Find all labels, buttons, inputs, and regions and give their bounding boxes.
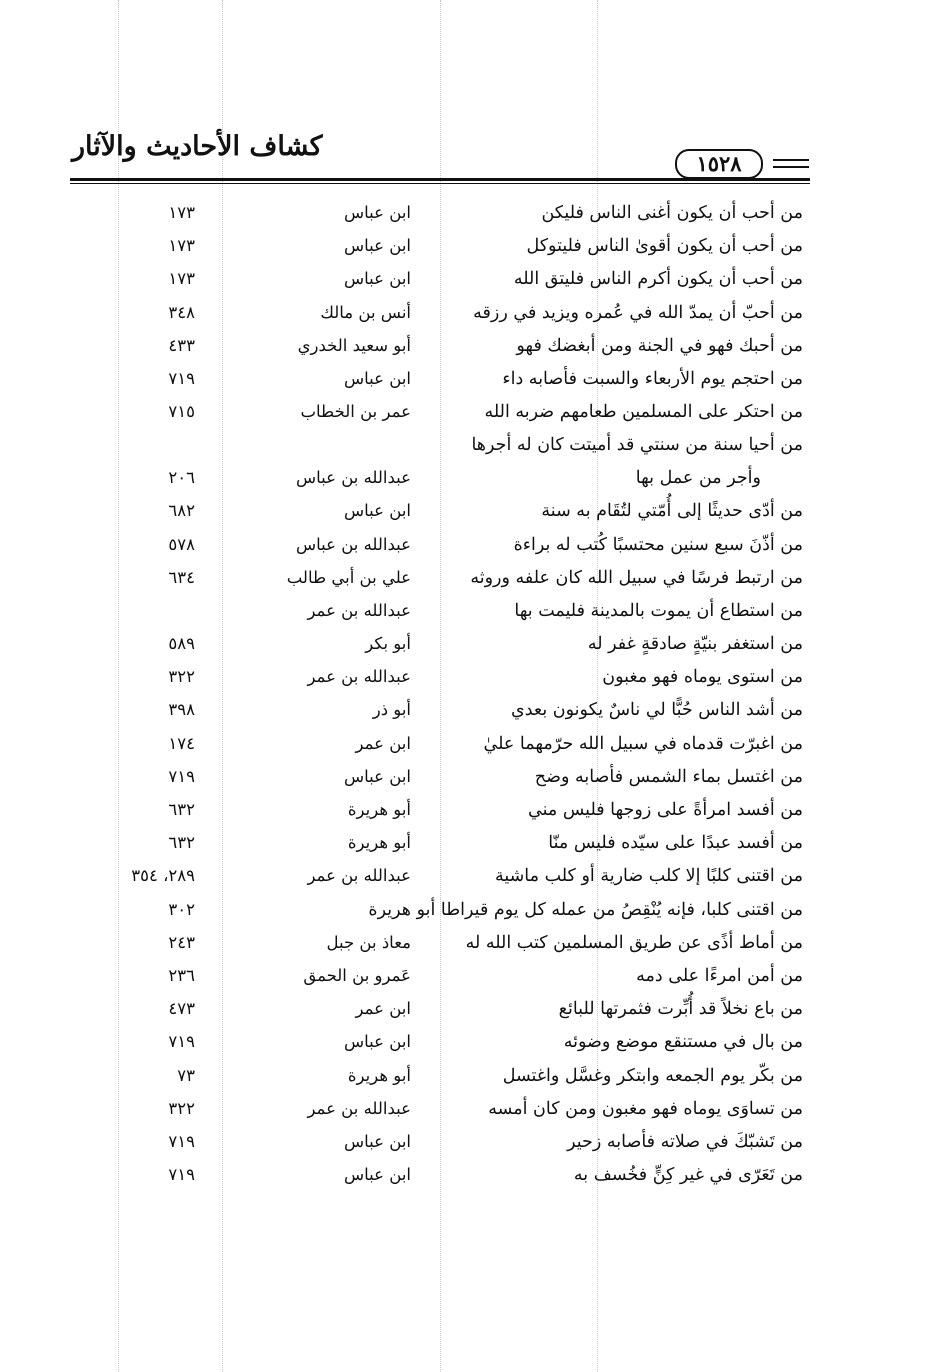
narrator: عبدالله بن عمر xyxy=(307,1098,411,1118)
page-reference: ٢٨٩، ٣٥٤ xyxy=(131,866,195,886)
decorative-dash xyxy=(773,159,809,168)
page-reference: ١٧٣ xyxy=(168,203,195,222)
hadith-text: من أمن امرءًا على دمه xyxy=(636,965,803,986)
narrator: أبو ذر xyxy=(372,700,411,720)
hadith-text: من تَشبّكَ في صلاته فأصابه زحير xyxy=(567,1131,803,1152)
narrator: أنس بن مالك xyxy=(320,302,411,322)
page-reference: ٢٠٦ xyxy=(168,468,195,488)
index-entry xyxy=(0,994,933,1027)
hadith-text: من اقتنى كلبًا إلا كلب ضارية أو كلب ماشية xyxy=(494,866,803,887)
page-reference: ٢٤٣ xyxy=(168,932,195,952)
hadith-text: من باع نخلاً قد أُبِّرت فثمرتها للبائع xyxy=(558,999,803,1020)
index-entry xyxy=(0,430,933,496)
hadith-text: من أدّى حديثًا إلى أُمّتي لتُقَام به سنة xyxy=(541,501,803,522)
index-entry xyxy=(0,331,933,364)
index-entry xyxy=(0,928,933,961)
index-entry xyxy=(0,895,933,928)
hadith-index-list xyxy=(0,198,933,1193)
hadith-text: من أحب أن يكون أقوىٰ الناس فليتوكل xyxy=(526,236,803,257)
page-reference: ١٧٣ xyxy=(168,269,195,289)
index-entry xyxy=(0,231,933,264)
index-entry xyxy=(0,961,933,994)
hadith-text: من أحبك فهو في الجنة ومن أبغضك فهو xyxy=(516,335,803,356)
page-reference: ٧١٩ xyxy=(168,1165,195,1185)
hadith-text: من أحيا سنة من سنتي قد أميتت كان له أجرها xyxy=(471,435,803,456)
hadith-text: من أحبّ أن يمدّ الله في عُمره ويزيد في رزقه xyxy=(473,302,803,323)
hadith-text: من استوى يوماه فهو مغبون xyxy=(602,667,803,688)
narrator: ابن عباس xyxy=(344,1032,411,1052)
narrator: أبو بكر xyxy=(365,634,411,654)
page-reference: ٦٣٢ xyxy=(168,800,195,819)
index-entry xyxy=(0,530,933,563)
index-entry xyxy=(0,1160,933,1193)
narrator: أبو هريرة xyxy=(347,800,411,819)
hadith-text: من اغتسل بماء الشمس فأصابه وضح xyxy=(534,766,803,787)
narrator: عبدالله بن عمر xyxy=(307,667,411,687)
narrator: عمر بن الخطاب xyxy=(300,402,411,422)
hadith-text: من بكّر يوم الجمعه وابتكر وغسَّل واغتسل xyxy=(502,1065,803,1086)
narrator: ابن عباس xyxy=(344,203,411,222)
page-reference: ٧١٩ xyxy=(168,368,195,388)
page-reference: ٧١٩ xyxy=(168,1032,195,1052)
hadith-text: من أفسد عبدًا على سيّده فليس منّا xyxy=(548,833,803,854)
narrator: ابن عباس xyxy=(344,269,411,289)
header-rule xyxy=(70,178,810,184)
page-reference: ٤٧٣ xyxy=(168,999,195,1019)
index-entry xyxy=(0,596,933,629)
narrator: ابن عباس xyxy=(344,368,411,388)
narrator: ابن عباس xyxy=(344,501,411,521)
hadith-text: من أفسد امرأةً على زوجها فليس مني xyxy=(528,800,803,820)
page-reference: ٧٣ xyxy=(177,1065,195,1085)
narrator: عبدالله بن عباس xyxy=(295,534,411,554)
index-entry xyxy=(0,729,933,762)
hadith-text: من احتجم يوم الأربعاء والسبت فأصابه داء xyxy=(502,368,803,389)
page-reference: ٣٩٨ xyxy=(168,700,195,720)
page-header xyxy=(70,125,810,187)
index-entry xyxy=(0,695,933,728)
page-number-badge xyxy=(675,149,835,179)
index-entry xyxy=(0,1061,933,1094)
page-reference: ٥٧٨ xyxy=(168,534,195,554)
index-entry xyxy=(0,264,933,297)
hadith-text: من ارتبط فرسًا في سبيل الله كان علفه وروثه xyxy=(470,567,803,588)
page-reference: ٢٣٦ xyxy=(168,965,195,985)
narrator: ابن عباس xyxy=(344,236,411,256)
page-reference: ٤٣٣ xyxy=(168,335,195,355)
index-entry xyxy=(0,298,933,331)
index-entry xyxy=(0,198,933,231)
hadith-text: من أحب أن يكون أكرم الناس فليتق الله xyxy=(513,269,803,290)
index-entry xyxy=(0,762,933,795)
book-title: كشاف الأحاديث والآثار xyxy=(72,131,323,162)
hadith-text-continuation: وأجر من عمل بها xyxy=(635,468,761,489)
narrator: ابن عباس xyxy=(344,1165,411,1185)
index-entry xyxy=(0,629,933,662)
narrator: ابن عمر xyxy=(355,999,411,1019)
index-entry xyxy=(0,496,933,529)
narrator: أبو سعيد الخدري xyxy=(297,335,411,355)
narrator: ابن عباس xyxy=(344,766,411,786)
hadith-text: من تَعَرّى في غير كِنٍّ فخُسف به xyxy=(573,1165,803,1186)
page-reference: ٣٢٢ xyxy=(168,667,195,687)
hadith-text: من تساوَى يوماه فهو مغبون ومن كان أمسه xyxy=(488,1098,803,1119)
narrator: عَمرو بن الحمق xyxy=(303,965,411,985)
page-reference: ٧١٥ xyxy=(168,402,195,422)
index-entry xyxy=(0,364,933,397)
page-reference: ٦٣٤ xyxy=(168,567,195,587)
index-entry xyxy=(0,1127,933,1160)
narrator: ابن عباس xyxy=(344,1131,411,1151)
index-entry xyxy=(0,1027,933,1060)
narrator: عبدالله بن عباس xyxy=(295,468,411,488)
narrator: علي بن أبي طالب xyxy=(286,567,411,587)
hadith-text: من أحب أن يكون أغنى الناس فليكن xyxy=(541,203,803,223)
index-entry xyxy=(0,795,933,828)
narrator: أبو هريرة xyxy=(347,1065,411,1085)
page-reference: ٧١٩ xyxy=(168,766,195,786)
index-entry xyxy=(0,563,933,596)
index-entry xyxy=(0,828,933,861)
index-entry xyxy=(0,1094,933,1127)
hadith-text: من أشد الناس حُبًّا لي ناسٌ يكونون بعدي xyxy=(511,700,803,721)
page-reference: ٣٠٢ xyxy=(168,899,195,919)
page-reference: ٦٨٢ xyxy=(168,501,195,521)
index-entry xyxy=(0,662,933,695)
narrator: معاذ بن جبل xyxy=(326,932,411,952)
narrator: ابن عمر xyxy=(355,733,411,753)
page-reference: ١٧٣ xyxy=(168,236,195,256)
index-entry xyxy=(0,397,933,430)
page-reference: ٥٨٩ xyxy=(168,634,195,654)
index-entry xyxy=(0,861,933,894)
narrator: عبدالله بن عمر xyxy=(307,866,411,886)
narrator: عبدالله بن عمر xyxy=(307,600,411,620)
page-reference: ١٧٤ xyxy=(168,733,195,753)
hadith-text: من احتكر على المسلمين طعامهم ضربه الله xyxy=(484,402,803,423)
hadith-text: من اقتنى كلبا، فإنه يُنْقِصُ من عمله كل يوم قيراطا أبو هريرة xyxy=(368,899,803,920)
hadith-text: من استغفر بنيّةٍ صادقةٍ غفر له xyxy=(587,634,803,655)
page-reference: ٣٤٨ xyxy=(168,302,195,322)
narrator: أبو هريرة xyxy=(347,833,411,853)
page-reference: ٦٣٢ xyxy=(168,833,195,853)
hadith-text: من استطاع أن يموت بالمدينة فليمت بها xyxy=(514,600,803,621)
hadith-text: من اغبرّت قدماه في سبيل الله حرّمهما عليٰ xyxy=(483,733,803,754)
hadith-text: من أماط أذًى عن طريق المسلمين كتب الله له xyxy=(465,932,803,953)
hadith-text: من بال في مستنقع موضع وضوئه xyxy=(563,1032,803,1053)
page-number: ١٥٢٨ xyxy=(675,149,763,179)
page-reference: ٧١٩ xyxy=(168,1131,195,1151)
hadith-text: من أذّنَ سبع سنين محتسبًا كُتب له براءة xyxy=(513,534,803,555)
page-reference: ٣٢٢ xyxy=(168,1098,195,1118)
